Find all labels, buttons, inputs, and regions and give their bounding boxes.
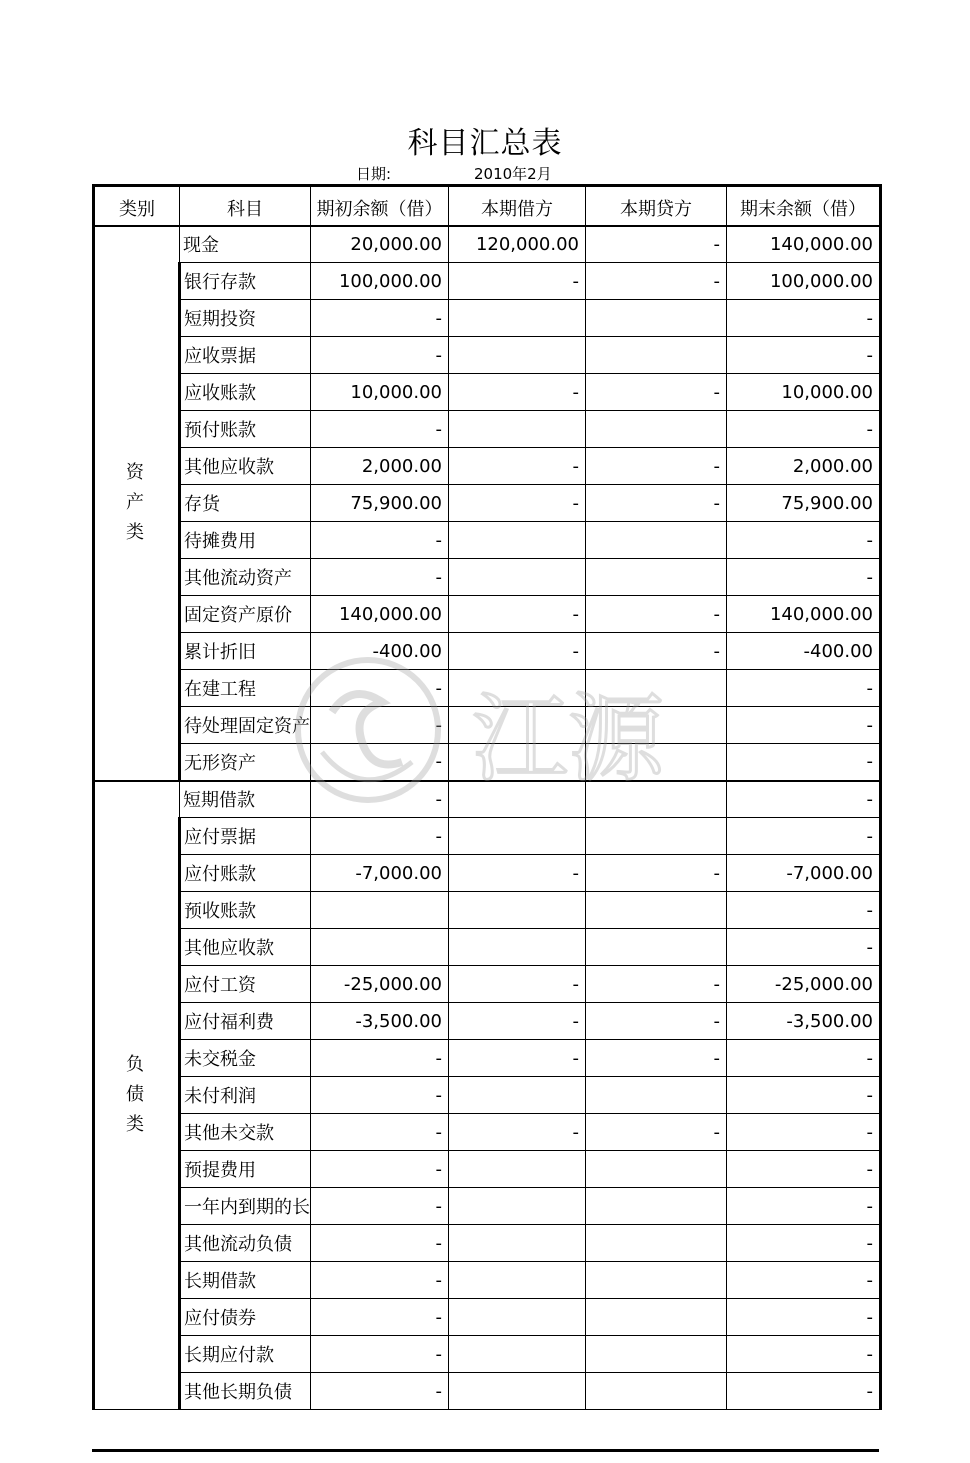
period-debit-cell: -	[449, 374, 586, 411]
opening-balance-cell: -	[311, 300, 449, 337]
opening-balance-cell: -	[311, 559, 449, 596]
period-credit-cell: -	[586, 633, 727, 670]
period-debit-cell	[449, 1151, 586, 1188]
table-row	[94, 707, 881, 744]
account-name-cell: 应付工资	[180, 966, 311, 1003]
opening-balance-cell: -	[311, 411, 449, 448]
table-row	[94, 1188, 881, 1225]
period-credit-cell: -	[586, 485, 727, 522]
header-row	[94, 186, 881, 226]
date-value: 2010年2月	[474, 165, 552, 183]
period-credit-cell	[586, 1225, 727, 1262]
period-credit-cell: -	[586, 1003, 727, 1040]
account-name-cell: 存货	[180, 485, 311, 522]
period-debit-cell: -	[449, 1003, 586, 1040]
period-debit-cell	[449, 522, 586, 559]
table-row	[94, 744, 881, 781]
period-debit-cell: -	[449, 633, 586, 670]
table-row	[94, 300, 881, 337]
table-row	[94, 1077, 881, 1114]
table-row	[94, 781, 881, 818]
period-credit-cell	[586, 670, 727, 707]
closing-balance-cell: -	[727, 929, 881, 966]
period-debit-cell	[449, 744, 586, 781]
period-credit-cell	[586, 818, 727, 855]
account-name-cell: 待处理固定资产	[180, 707, 311, 744]
account-name-cell: 预提费用	[180, 1151, 311, 1188]
table-row	[94, 596, 881, 633]
period-credit-cell: -	[586, 226, 727, 263]
page-title: 科目汇总表	[407, 126, 563, 161]
account-name-cell: 未交税金	[180, 1040, 311, 1077]
header-category: 类别	[94, 186, 180, 226]
header-period-debit: 本期借方	[449, 186, 586, 226]
category-cell	[94, 781, 180, 1410]
closing-balance-cell: -	[727, 892, 881, 929]
closing-balance-cell: -	[727, 559, 881, 596]
header-period-credit: 本期贷方	[586, 186, 727, 226]
period-credit-cell: -	[586, 263, 727, 300]
opening-balance-cell: 100,000.00	[311, 263, 449, 300]
period-credit-cell	[586, 1188, 727, 1225]
account-name-cell: 长期借款	[180, 1262, 311, 1299]
table-row	[94, 1336, 881, 1373]
account-name-cell: 一年内到期的长	[180, 1188, 311, 1225]
closing-balance-cell: 100,000.00	[727, 263, 881, 300]
account-name-cell: 长期应付款	[180, 1336, 311, 1373]
closing-balance-cell: -	[727, 1077, 881, 1114]
period-credit-cell: -	[586, 448, 727, 485]
opening-balance-cell: -	[311, 1336, 449, 1373]
account-name-cell: 应付债券	[180, 1299, 311, 1336]
table-row	[94, 1003, 881, 1040]
account-name-cell: 应付账款	[180, 855, 311, 892]
opening-balance-cell: -	[311, 1373, 449, 1410]
closing-balance-cell: -	[727, 1225, 881, 1262]
opening-balance-cell: 10,000.00	[311, 374, 449, 411]
opening-balance-cell: -25,000.00	[311, 966, 449, 1003]
period-credit-cell	[586, 892, 727, 929]
opening-balance-cell: -	[311, 1262, 449, 1299]
account-name-cell: 其他流动负债	[180, 1225, 311, 1262]
category-label: 资产类	[126, 462, 144, 543]
period-debit-cell: -	[449, 448, 586, 485]
period-debit-cell	[449, 1336, 586, 1373]
period-debit-cell: -	[449, 1040, 586, 1077]
category-label: 负债类	[126, 1054, 144, 1136]
period-debit-cell	[449, 1188, 586, 1225]
closing-balance-cell: 75,900.00	[727, 485, 881, 522]
period-credit-cell	[586, 1262, 727, 1299]
period-credit-cell: -	[586, 966, 727, 1003]
table-row	[94, 633, 881, 670]
period-credit-cell	[586, 707, 727, 744]
account-name-cell: 其他未交款	[180, 1114, 311, 1151]
watermark-text: 江源	[472, 683, 664, 795]
period-debit-cell	[449, 892, 586, 929]
header-account: 科目	[180, 186, 311, 226]
opening-balance-cell: -	[311, 818, 449, 855]
closing-balance-cell: -400.00	[727, 633, 881, 670]
period-debit-cell	[449, 1299, 586, 1336]
period-debit-cell	[449, 818, 586, 855]
period-debit-cell: -	[449, 485, 586, 522]
account-name-cell: 应付票据	[180, 818, 311, 855]
period-debit-cell	[449, 300, 586, 337]
period-debit-cell	[449, 559, 586, 596]
account-name-cell: 未付利润	[180, 1077, 311, 1114]
opening-balance-cell: 75,900.00	[311, 485, 449, 522]
opening-balance-cell: 2,000.00	[311, 448, 449, 485]
closing-balance-cell: -	[727, 1040, 881, 1077]
opening-balance-cell	[311, 892, 449, 929]
period-credit-cell	[586, 559, 727, 596]
closing-balance-cell: -	[727, 1299, 881, 1336]
period-credit-cell	[586, 1299, 727, 1336]
period-debit-cell	[449, 337, 586, 374]
period-debit-cell: -	[449, 596, 586, 633]
account-name-cell: 短期投资	[180, 300, 311, 337]
period-credit-cell	[586, 1336, 727, 1373]
account-name-cell: 预收账款	[180, 892, 311, 929]
table-row	[94, 929, 881, 966]
table-body	[94, 226, 881, 1410]
closing-balance-cell: -	[727, 522, 881, 559]
opening-balance-cell	[311, 929, 449, 966]
period-debit-cell	[449, 1225, 586, 1262]
header-closing-balance: 期末余额（借）	[727, 186, 881, 226]
opening-balance-cell: -	[311, 1225, 449, 1262]
account-name-cell: 累计折旧	[180, 633, 311, 670]
table-row	[94, 485, 881, 522]
closing-balance-cell: -	[727, 300, 881, 337]
table-row	[94, 374, 881, 411]
closing-balance-cell: -	[727, 707, 881, 744]
opening-balance-cell: -400.00	[311, 633, 449, 670]
table-row	[94, 1225, 881, 1262]
opening-balance-cell: -	[311, 670, 449, 707]
table-row	[94, 670, 881, 707]
period-credit-cell: -	[586, 596, 727, 633]
opening-balance-cell: 20,000.00	[311, 226, 449, 263]
closing-balance-cell: -3,500.00	[727, 1003, 881, 1040]
account-name-cell: 银行存款	[180, 263, 311, 300]
period-credit-cell	[586, 411, 727, 448]
table-row	[94, 855, 881, 892]
period-credit-cell: -	[586, 1114, 727, 1151]
account-name-cell: 短期借款	[180, 781, 311, 818]
closing-balance-cell: -	[727, 1373, 881, 1410]
category-cell	[94, 226, 180, 781]
account-name-cell: 应付福利费	[180, 1003, 311, 1040]
account-name-cell: 待摊费用	[180, 522, 311, 559]
table-row	[94, 559, 881, 596]
closing-balance-cell: -	[727, 1151, 881, 1188]
period-credit-cell	[586, 337, 727, 374]
closing-balance-cell: -	[727, 818, 881, 855]
table-row	[94, 1151, 881, 1188]
table-bottom-border	[92, 1449, 879, 1452]
closing-balance-cell: -	[727, 744, 881, 781]
period-debit-cell: -	[449, 855, 586, 892]
period-debit-cell	[449, 1373, 586, 1410]
closing-balance-cell: -	[727, 670, 881, 707]
summary-table	[92, 184, 882, 1410]
account-name-cell: 其他长期负债	[180, 1373, 311, 1410]
opening-balance-cell: -	[311, 744, 449, 781]
closing-balance-cell: -7,000.00	[727, 855, 881, 892]
closing-balance-cell: -25,000.00	[727, 966, 881, 1003]
opening-balance-cell: -	[311, 1151, 449, 1188]
account-name-cell: 固定资产原价	[180, 596, 311, 633]
period-debit-cell	[449, 1077, 586, 1114]
period-debit-cell: -	[449, 966, 586, 1003]
closing-balance-cell: -	[727, 337, 881, 374]
period-credit-cell	[586, 300, 727, 337]
period-debit-cell: -	[449, 1114, 586, 1151]
table-row	[94, 226, 881, 263]
opening-balance-cell: -	[311, 1299, 449, 1336]
table-row	[94, 1299, 881, 1336]
opening-balance-cell: -	[311, 522, 449, 559]
closing-balance-cell: -	[727, 411, 881, 448]
period-debit-cell: 120,000.00	[449, 226, 586, 263]
opening-balance-cell: -	[311, 1040, 449, 1077]
table-row	[94, 1114, 881, 1151]
period-debit-cell	[449, 781, 586, 818]
closing-balance-cell: -	[727, 1336, 881, 1373]
table-row	[94, 337, 881, 374]
account-name-cell: 预付账款	[180, 411, 311, 448]
table-row	[94, 1040, 881, 1077]
period-credit-cell: -	[586, 855, 727, 892]
period-credit-cell	[586, 1373, 727, 1410]
period-credit-cell	[586, 744, 727, 781]
closing-balance-cell: -	[727, 1114, 881, 1151]
closing-balance-cell: 140,000.00	[727, 226, 881, 263]
opening-balance-cell: -	[311, 337, 449, 374]
period-credit-cell	[586, 1151, 727, 1188]
account-name-cell: 其他应收款	[180, 929, 311, 966]
opening-balance-cell: -	[311, 1114, 449, 1151]
period-credit-cell: -	[586, 374, 727, 411]
period-debit-cell	[449, 929, 586, 966]
table-row	[94, 1262, 881, 1299]
account-name-cell: 应收账款	[180, 374, 311, 411]
period-debit-cell: -	[449, 263, 586, 300]
account-name-cell: 无形资产	[180, 744, 311, 781]
period-credit-cell	[586, 522, 727, 559]
period-credit-cell: -	[586, 1040, 727, 1077]
period-debit-cell	[449, 670, 586, 707]
opening-balance-cell: -	[311, 781, 449, 818]
closing-balance-cell: -	[727, 1262, 881, 1299]
opening-balance-cell: -	[311, 1188, 449, 1225]
date-label: 日期:	[356, 165, 392, 183]
period-debit-cell	[449, 1262, 586, 1299]
closing-balance-cell: 10,000.00	[727, 374, 881, 411]
table-row	[94, 522, 881, 559]
closing-balance-cell: -	[727, 781, 881, 818]
period-credit-cell	[586, 1077, 727, 1114]
table-row	[94, 892, 881, 929]
account-name-cell: 现金	[180, 226, 311, 263]
opening-balance-cell: -7,000.00	[311, 855, 449, 892]
closing-balance-cell: -	[727, 1188, 881, 1225]
opening-balance-cell: -	[311, 707, 449, 744]
header-opening-balance: 期初余额（借）	[311, 186, 449, 226]
table-row	[94, 411, 881, 448]
table-row	[94, 818, 881, 855]
closing-balance-cell: 2,000.00	[727, 448, 881, 485]
opening-balance-cell: -	[311, 1077, 449, 1114]
table-row	[94, 1373, 881, 1410]
table-row	[94, 448, 881, 485]
table-row	[94, 263, 881, 300]
opening-balance-cell: 140,000.00	[311, 596, 449, 633]
table-row	[94, 966, 881, 1003]
account-name-cell: 其他应收款	[180, 448, 311, 485]
period-credit-cell	[586, 781, 727, 818]
period-credit-cell	[586, 929, 727, 966]
period-debit-cell	[449, 707, 586, 744]
opening-balance-cell: -3,500.00	[311, 1003, 449, 1040]
account-name-cell: 在建工程	[180, 670, 311, 707]
account-name-cell: 其他流动资产	[180, 559, 311, 596]
period-debit-cell	[449, 411, 586, 448]
account-name-cell: 应收票据	[180, 337, 311, 374]
closing-balance-cell: 140,000.00	[727, 596, 881, 633]
